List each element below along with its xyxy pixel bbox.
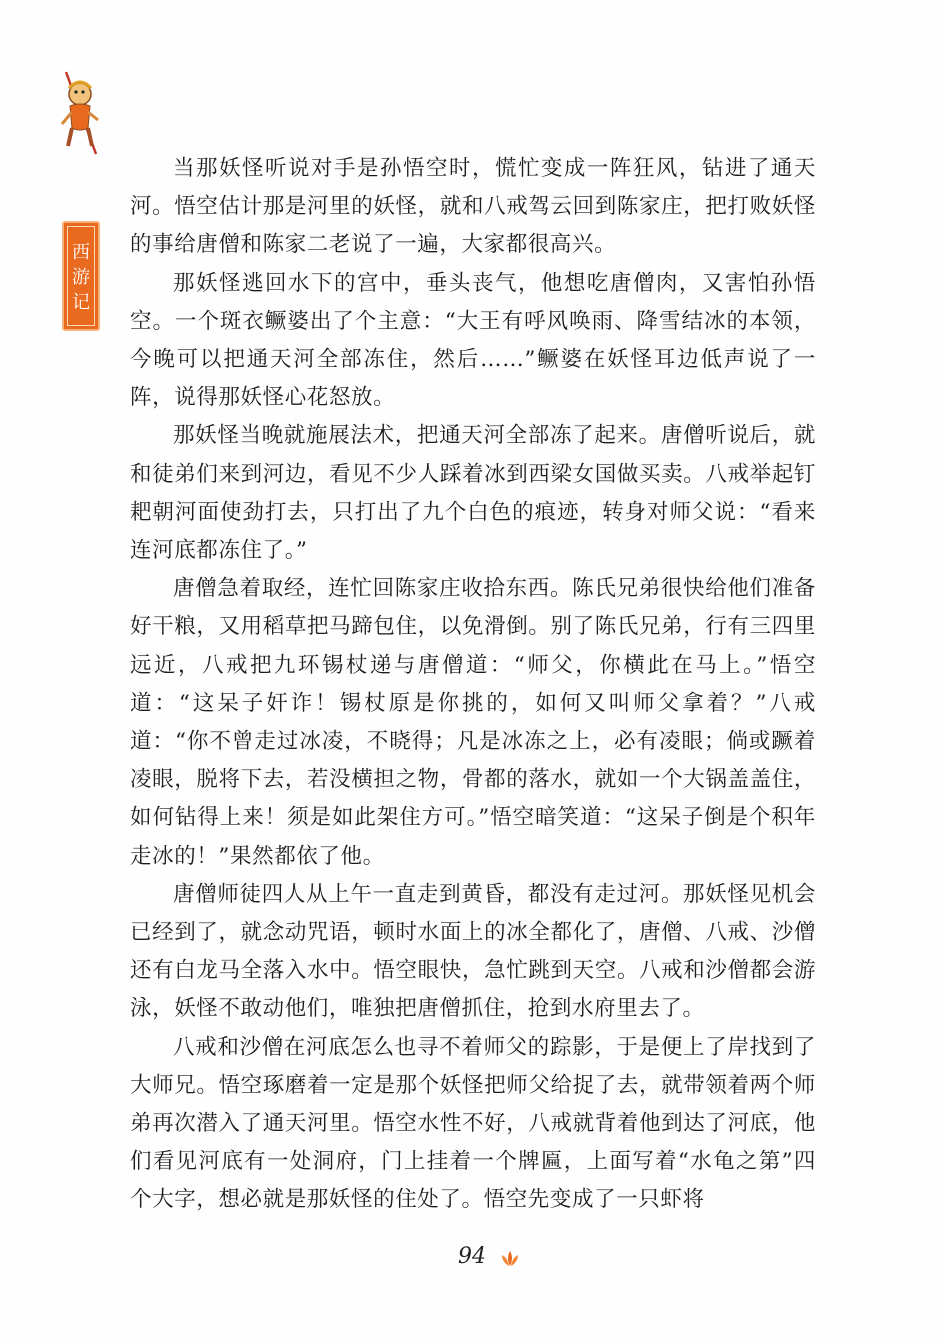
book-title-char: 西 (72, 242, 90, 263)
paragraph: 当那妖怪听说对手是孙悟空时，慌忙变成一阵狂风，钻进了通天河。悟空估计那是河里的妖怪，就和八戒驾云回到陈家庄，把打败妖怪的事给唐僧和陈家二老说了一遍，大家都很高兴。 (130, 156, 816, 258)
book-title-tab (62, 221, 100, 331)
page-footer (0, 1244, 944, 1274)
monkey-king-icon (52, 66, 108, 156)
leaf-ornament-icon (500, 1248, 520, 1268)
book-title-char: 游 (72, 267, 90, 288)
paragraph: 八戒和沙僧在河底怎么也寻不着师父的踪影，于是便上了岸找到了大师兄。悟空琢磨着一定是那个妖怪把师父给捉了去，就带领着两个师弟再次潜入了通天河里。悟空水性不好，八戒就背着他到达了河底，他们看见河底有一处洞府，门上挂着一个牌匾，上面写着“水龟之第”四个大字，想必就是那妖怪的住处了。悟空先变成了一只虾将 (130, 1034, 816, 1213)
book-title-char: 记 (72, 292, 90, 313)
page-number: 94 (458, 1244, 486, 1269)
paragraph: 那妖怪当晚就施展法术，把通天河全部冻了起来。唐僧听说后，就和徒弟们来到河边，看见不少人踩着冰到西梁女国做买卖。八戒举起钉耙朝河面使劲打去，只打出了九个白色的痕迹，转身对师父说：“看来连河底都冻住了。” (130, 423, 816, 564)
paragraph: 唐僧师徒四人从上午一直走到黄昏，都没有走过河。那妖怪见机会已经到了，就念动咒语，顿时水面上的冰全都化了，唐僧、八戒、沙僧还有白龙马全落入水中。悟空眼快，急忙跳到天空。八戒和沙僧都会游泳，妖怪不敢动他们，唯独把唐僧抓住，抢到水府里去了。 (130, 881, 816, 1022)
paragraph: 唐僧急着取经，连忙回陈家庄收拾东西。陈氏兄弟很快给他们准备好干粮，又用稻草把马蹄包住，以免滑倒。别了陈氏兄弟，行有三四里远近，八戒把九环锡杖递与唐僧道：“师父，你横此在马上。”悟空道：“这呆子奸诈！锡杖原是你挑的，如何又叫师父拿着？”八戒道：“你不曾走过冰凌，不晓得；凡是冰冻之上，必有凌眼；倘或蹶着凌眼，脱将下去，若没横担之物，骨都的落水，就如一个大锅盖盖住，如何钻得上来！须是如此架住方可。”悟空暗笑道：“这呆子倒是个积年走冰的！”果然都依了他。 (130, 576, 816, 869)
page-body (130, 150, 816, 1220)
paragraph: 那妖怪逃回水下的宫中，垂头丧气，他想吃唐僧肉，又害怕孙悟空。一个斑衣鳜婆出了个主意：“大王有呼风唤雨、降雪结冰的本领，今晚可以把通天河全部冻住，然后……”鳜婆在妖怪耳边低声说了一阵，说得那妖怪心花怒放。 (130, 270, 816, 411)
